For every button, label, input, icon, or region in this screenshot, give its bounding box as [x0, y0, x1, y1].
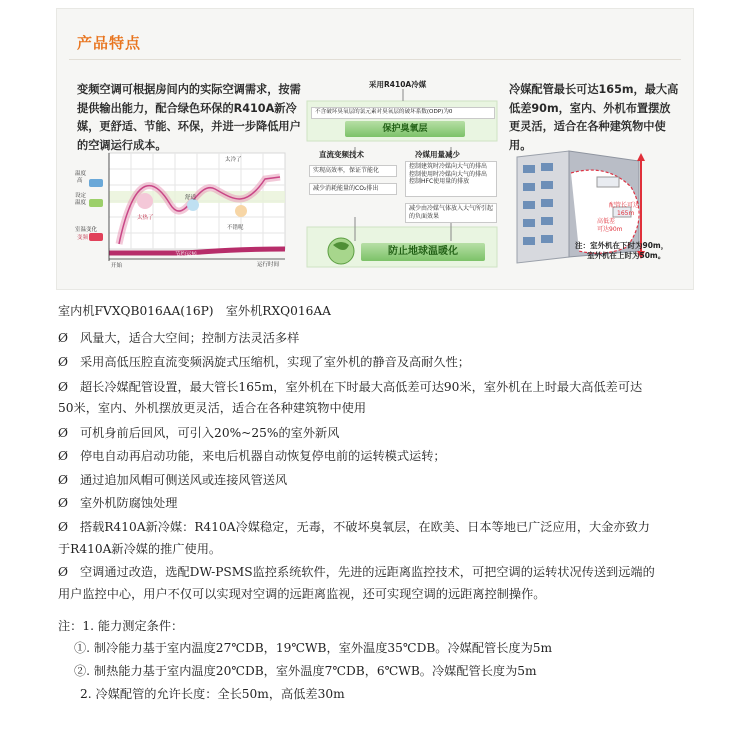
graph-label-comfort: 舒适	[185, 195, 197, 201]
graph-label-start: 开始	[111, 263, 123, 269]
flow-reduce-co2: 减少消耗能量的CO₂排出	[309, 183, 397, 195]
feature-item	[58, 494, 178, 511]
building-notes	[575, 241, 668, 261]
feature-text: 搭载R410A新冷媒：R410A冷媒稳定，无毒，不破坏臭氧层，在欧美、日本等地已广泛应用，大金亦致力	[80, 520, 650, 534]
graph-label-set-temp: 设定	[75, 193, 87, 199]
flow-head-r410a: 采用R410A冷媒	[369, 80, 427, 89]
feature-text: 通过追加风帽可侧送风或连接风管送风	[80, 473, 288, 487]
model-line: 室内机FVXQB016AA(16P) 室外机RXQ016AA	[58, 304, 331, 318]
banner-title: 产品特点	[77, 34, 142, 52]
graph-label-run-time: 运行时间	[257, 262, 280, 268]
graph-label-inverter: 变频	[77, 235, 89, 241]
bullet-mark: Ø	[58, 380, 68, 394]
piping-description: 冷媒配管最长可达165m，最大高低差90m，室内、外机布置摆放更灵活，适合在各种建筑物中使用。	[509, 83, 679, 152]
feature-item	[58, 563, 655, 580]
feature-item	[58, 518, 650, 535]
bullet-mark: Ø	[58, 520, 68, 534]
note-piping-length: 2. 冷媒配管的允许长度：全长50m，高低差30m	[80, 687, 345, 701]
feature-text: 风量大，适合大空间；控制方法灵活多样	[80, 331, 300, 345]
building-tag-2: 165m	[617, 210, 635, 217]
feature-text: 停电自动再启动功能，来电后机器自动恢复停电前的运转模式运转；	[80, 449, 446, 463]
graph-label-room-temp: 室温变化	[75, 227, 98, 233]
bullet-mark: Ø	[58, 449, 68, 463]
building-note-1: 注：室外机在下时为90m，	[575, 241, 669, 250]
flow-less-refrigerant: 冷媒用量减少	[415, 150, 460, 159]
flow-reduce-load: 减少由冷媒气体放入大气所引起的负面效果	[405, 203, 497, 223]
feature-text: 采用高低压腔直流变频涡旋式压缩机，实现了室外机的静音及高耐久性；	[80, 355, 470, 369]
graph-label-temp-high2: 高	[77, 178, 83, 184]
feature-continuation: 于R410A新冷媒的推广使用。	[58, 542, 222, 556]
feature-continuation: 用户监控中心，用户不仅可以实现对空调的远距离监视，还可实现空调的远距离控制操作。	[58, 587, 546, 601]
product-features-banner	[56, 8, 694, 290]
note-cooling: ①. 制冷能力基于室内温度27℃DB，19℃WB，室外温度35℃DB。冷媒配管长度为5m	[74, 641, 553, 655]
flow-efficiency: 实现高效率，保证节能化	[309, 165, 397, 177]
feature-text: 超长冷媒配管设置，最大管长165m，室外机在下时最大高低差可达90米，室外机在上时最大高低差可达	[80, 380, 643, 394]
graph-label-too-hot: 太热了	[137, 215, 154, 221]
flow-control-box	[405, 161, 497, 197]
temperature-graph	[75, 149, 293, 275]
feature-text: 可机身前后回风，可引入20%~25%的室外新风	[80, 426, 340, 440]
note-heating: ②. 制热能力基于室内温度20℃DB，室外温度7℃DB，6℃WB。冷媒配管长度为5m	[74, 664, 537, 678]
graph-label-set-temp2: 温度	[75, 200, 87, 206]
bullet-mark: Ø	[58, 426, 68, 440]
feature-continuation: 50米，室内、外机摆放更灵活，适合在各种建筑物中使用	[58, 401, 367, 415]
feature-item	[58, 353, 470, 370]
bullet-mark: Ø	[58, 331, 68, 345]
flow-ctrl-3: 控制HFC使用量的排放	[409, 178, 470, 185]
feature-text: 室外机防腐蚀处理	[80, 496, 178, 510]
graph-label-too-cold: 太冷了	[225, 157, 242, 163]
building-tag-4: 可达90m	[597, 226, 623, 233]
building-note-2: 室外机在上时为50m。	[587, 251, 666, 260]
flow-ctrl-2: 控制使用时冷媒向大气的排出	[409, 170, 488, 178]
building-tag-3: 高低差	[597, 218, 616, 225]
graph-label-ok: 不错呢	[227, 225, 244, 231]
r410a-flowchart	[305, 77, 501, 277]
feature-item	[58, 447, 446, 464]
notes-header: 注：1. 能力测定条件：	[58, 619, 184, 633]
bullet-mark: Ø	[58, 473, 68, 487]
flow-ctrl-1: 控制建筑时冷媒向大气的排出	[409, 163, 488, 170]
feature-item	[58, 378, 642, 395]
graph-label-save: 节约运转	[175, 252, 198, 258]
title-divider	[69, 59, 681, 60]
flow-dc-tech: 直流变频技术	[319, 150, 364, 159]
feature-item	[58, 424, 339, 441]
flow-odp-note: 不含破坏臭氧层的氯元素对臭氧层的破坏系数(ODP)为0	[311, 107, 495, 119]
feature-item	[58, 329, 299, 346]
bullet-mark: Ø	[58, 355, 68, 369]
graph-label-temp-high: 温度	[75, 171, 87, 177]
feature-item	[58, 471, 287, 488]
bullet-mark: Ø	[58, 496, 68, 510]
flow-prevent-warming: 防止地球温暖化	[361, 243, 485, 261]
bullet-mark: Ø	[58, 565, 68, 579]
building-tag-1: 配管长可达	[609, 202, 640, 209]
flow-protect-ozone: 保护臭氧层	[345, 121, 465, 137]
feature-text: 空调通过改造，选配DW-PSMS监控系统软件，先进的远距离监控技术，可把空调的运转状况传送到远端的	[80, 565, 655, 579]
inverter-description: 变频空调可根据房间内的实际空调需求，按需提供输出能力，配合绿色环保的R410A新冷媒，更舒适、节能、环保，并进一步降低用户的空调运行成本。	[77, 83, 301, 152]
